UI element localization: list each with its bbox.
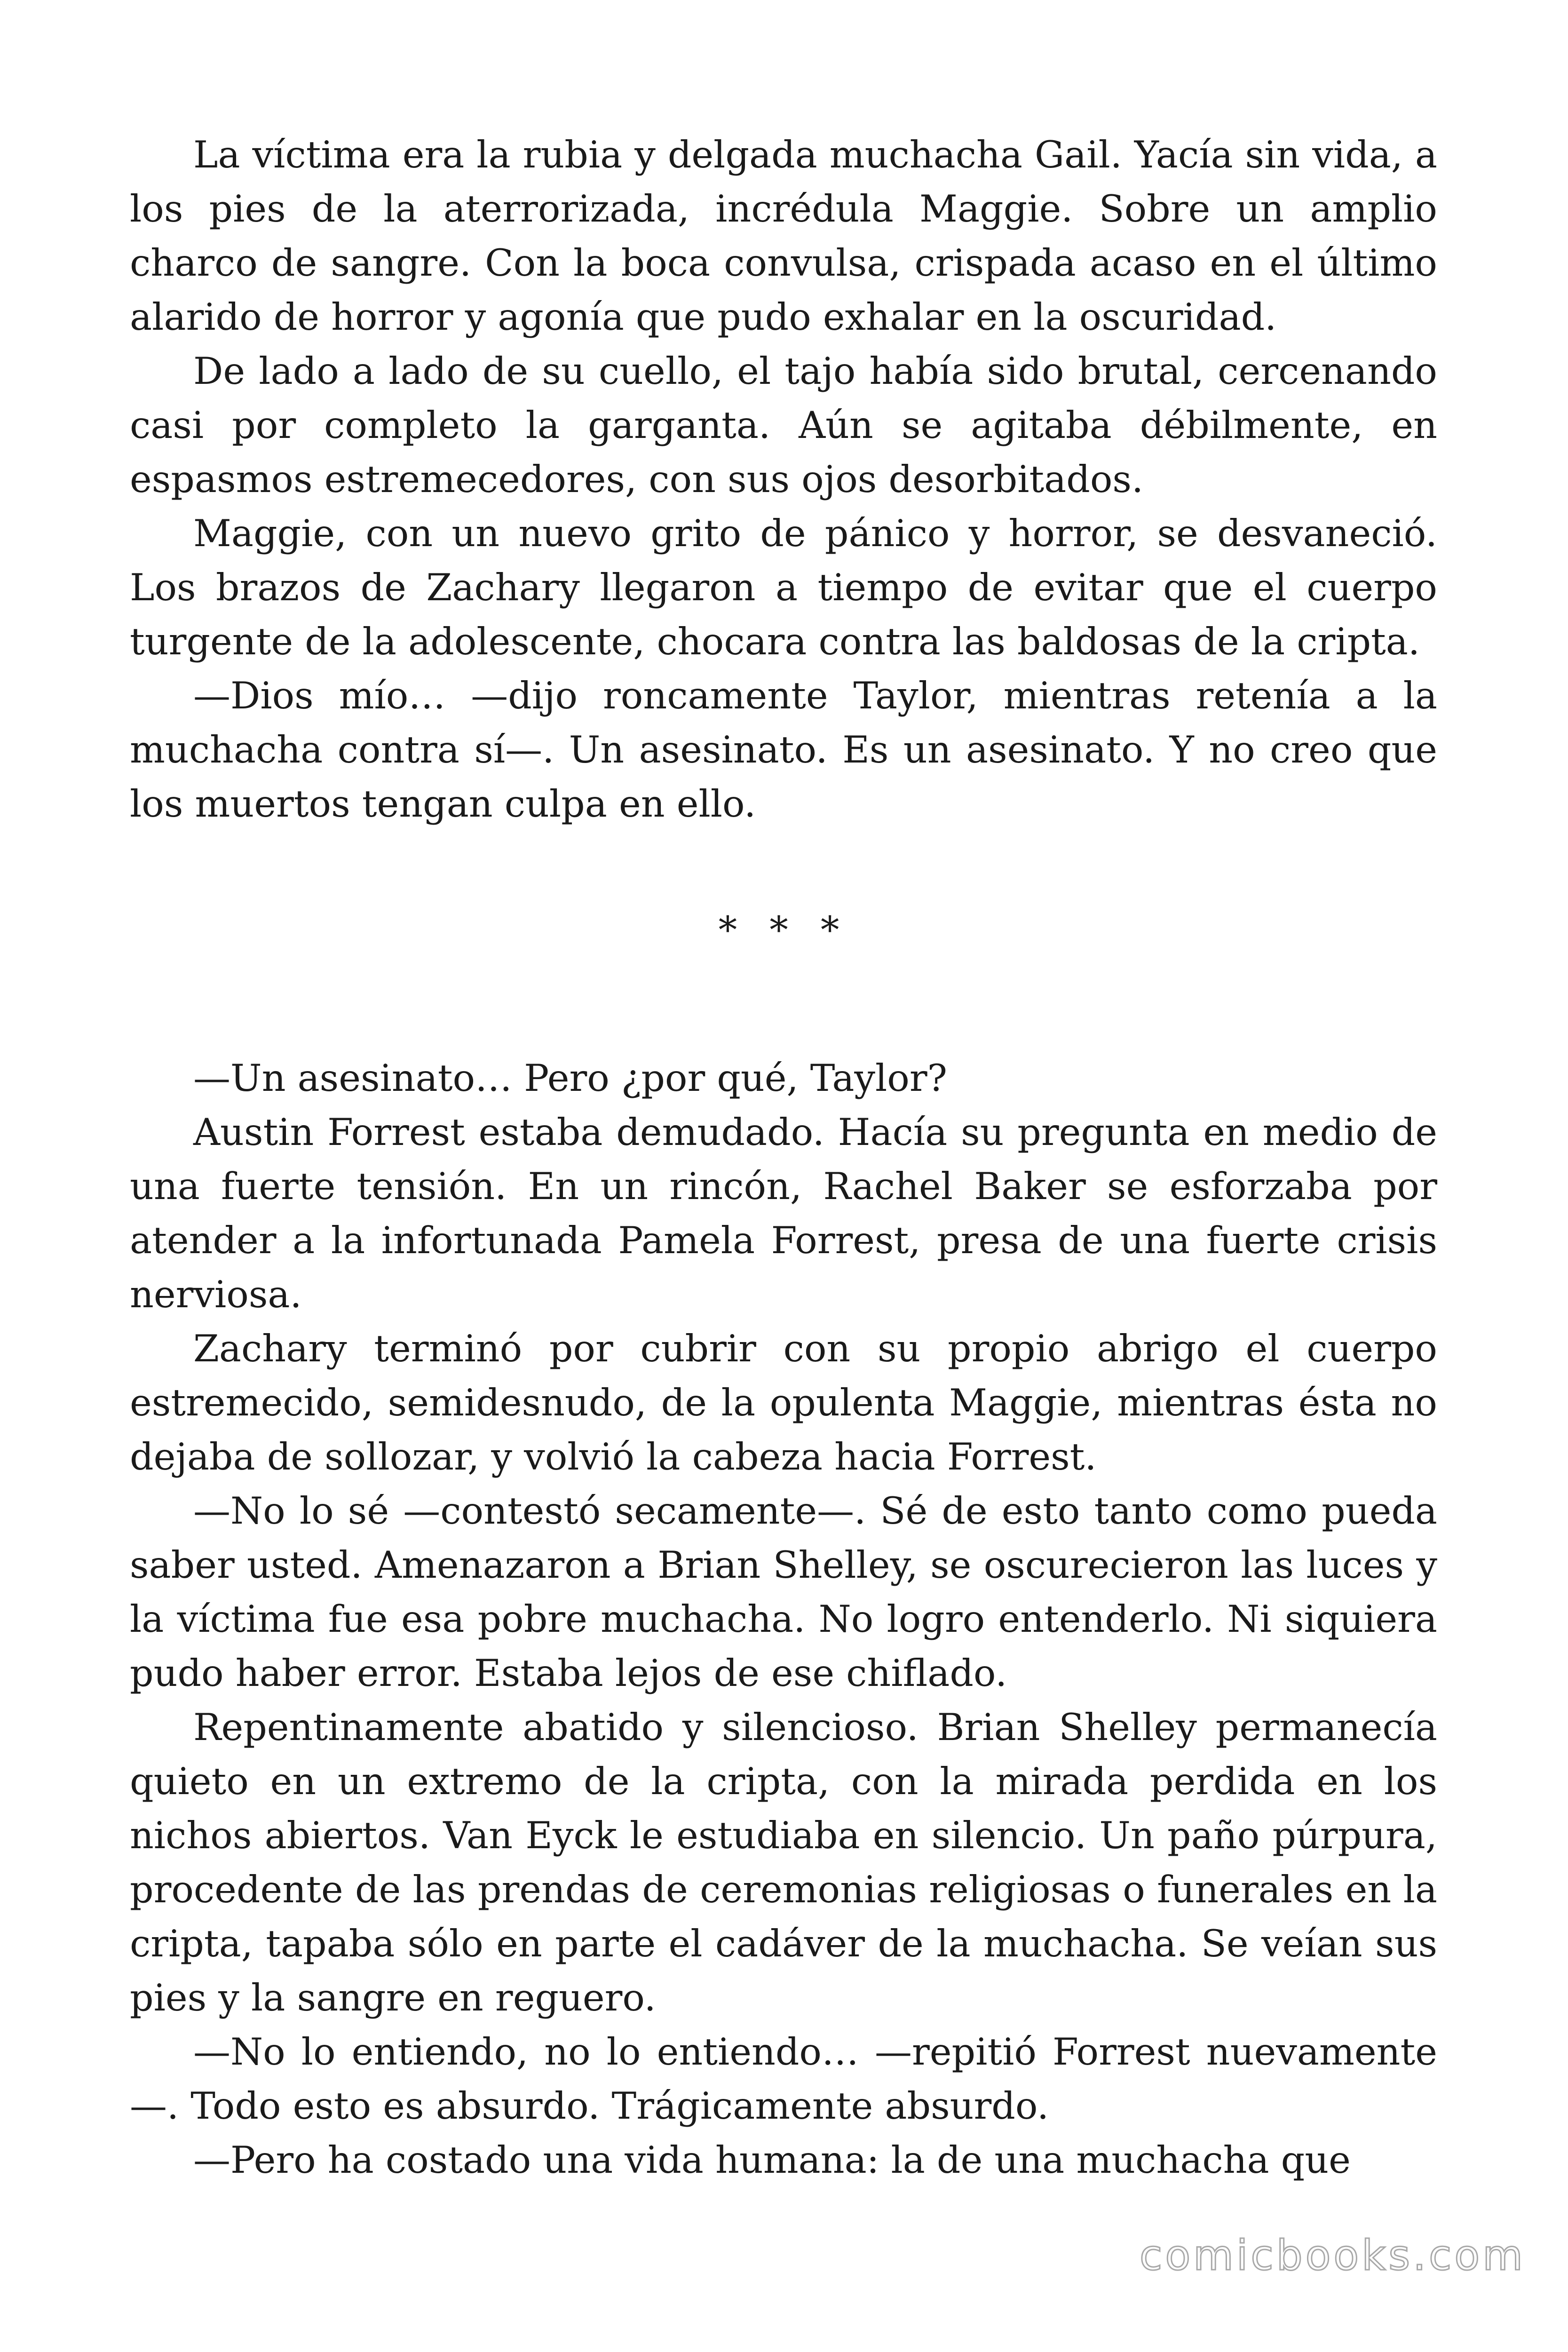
paragraph: —Un asesinato… Pero ¿por qué, Taylor? bbox=[193, 1057, 947, 1100]
text-section-2 bbox=[130, 1051, 1437, 2187]
section-separator: * * * bbox=[718, 908, 850, 952]
paragraph: —Dios mío… —dijo roncamente Taylor, mientras retenía a la muchacha contra sí—. Un asesinato. Es un asesinato. Y no creo que los muertos tengan culpa en ello. bbox=[130, 674, 1437, 826]
paragraph: Repentinamente abatido y silencioso. Brian Shelley permanecía quieto en un extremo de la cripta, con la mirada perdida en los nichos abiertos. Van Eyck le estudiaba en silencio. Un paño púrpura, procedente de las prendas de ceremonias religiosas o funerales en la cripta, tapaba sólo en parte el cadáver de la muchacha. Se veían sus pies y la sangre en reguero. bbox=[130, 1706, 1437, 2019]
paragraph: Maggie, con un nuevo grito de pánico y horror, se desvaneció. Los brazos de Zachary llegaron a tiempo de evitar que el cuerpo turgente de la adolescente, chocara contra las baldosas de la cripta. bbox=[130, 512, 1437, 663]
paragraph: La víctima era la rubia y delgada muchacha Gail. Yacía sin vida, a los pies de la aterrorizada, incrédula Maggie. Sobre un amplio charco de sangre. Con la boca convulsa, crispada acaso en el último alarido de horror y agonía que pudo exhalar en la oscuridad. bbox=[130, 133, 1437, 339]
paragraph: —Pero ha costado una vida humana: la de una muchacha que bbox=[193, 2138, 1351, 2182]
paragraph: —No lo sé —contestó secamente—. Sé de esto tanto como pueda saber usted. Amenazaron a Brian Shelley, se oscurecieron las luces y la víctima fue esa pobre muchacha. No logro entenderlo. Ni siquiera pudo haber error. Estaba lejos de ese chiflado. bbox=[130, 1489, 1437, 1695]
paragraph: Zachary terminó por cubrir con su propio abrigo el cuerpo estremecido, semidesnudo, de la opulenta Maggie, mientras ésta no dejaba de sollozar, y volvió la cabeza hacia Forrest. bbox=[130, 1327, 1437, 1478]
watermark-logo: comicbooks.com bbox=[1139, 2231, 1526, 2280]
paragraph: —No lo entiendo, no lo entiendo… —repitió Forrest nuevamente —. Todo esto es absurdo. Trágicamente absurdo. bbox=[130, 2030, 1437, 2128]
text-section-1 bbox=[130, 128, 1437, 831]
paragraph: De lado a lado de su cuello, el tajo había sido brutal, cercenando casi por completo la garganta. Aún se agitaba débilmente, en espasmos estremecedores, con sus ojos desorbitados. bbox=[130, 350, 1437, 501]
paragraph: Austin Forrest estaba demudado. Hacía su pregunta en medio de una fuerte tensión. En un rincón, Rachel Baker se esforzaba por atender a la infortunada Pamela Forrest, presa de una fuerte crisis nerviosa. bbox=[130, 1111, 1437, 1316]
